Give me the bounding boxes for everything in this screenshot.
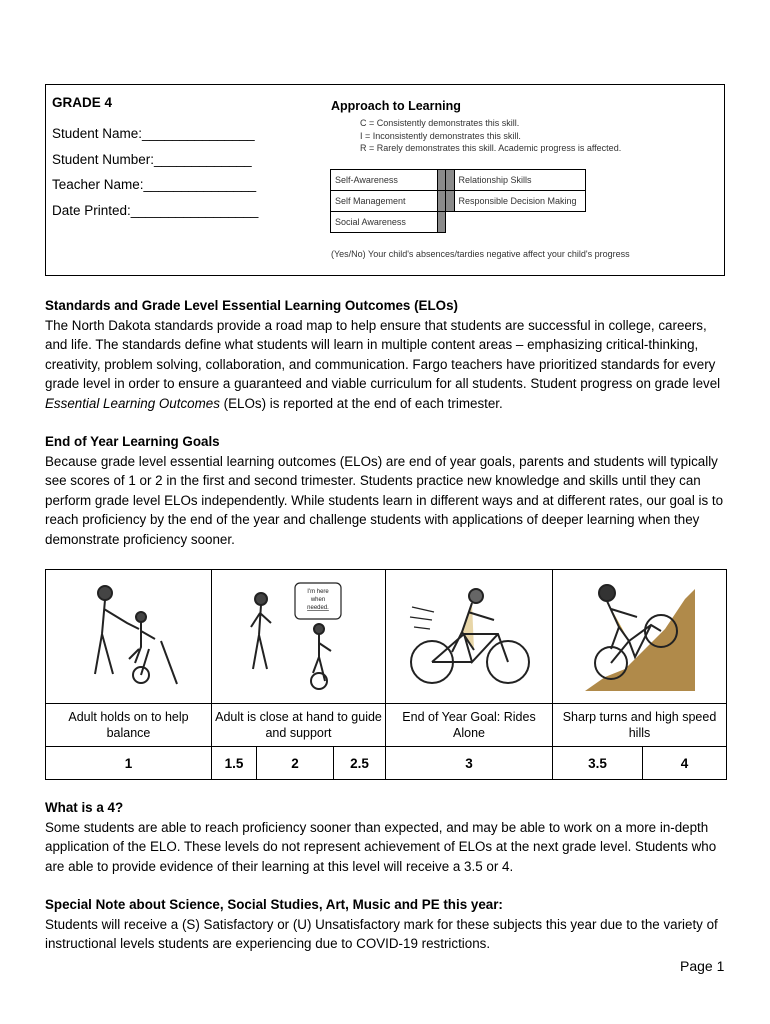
approach-to-learning — [331, 99, 631, 155]
stage-label: Adult holds on to help balance — [46, 704, 212, 747]
grade-label: GRADE 4 — [52, 95, 113, 110]
skill-mark-cell — [446, 191, 455, 212]
skill-mark-cell — [438, 191, 446, 212]
teacher-name-field: Teacher Name:_______________ — [52, 177, 257, 192]
stage-label: Adult is close at hand to guide and support — [212, 704, 386, 747]
skill-relationship: Relationship Skills — [454, 170, 585, 191]
mountain-biker-icon — [585, 579, 695, 694]
skill-social-awareness: Social Awareness — [331, 212, 438, 233]
what-is-4-text: Some students are able to reach proficiency sooner than expected, and may be able to work on a more in-depth application of the ELO. These levels do not represent achievement of ELOs at the next grade level. Students who are able to provide evidence of their learning at this level will receive a 3.5 or 4. — [45, 819, 717, 874]
score-cell: 2.5 — [334, 747, 386, 780]
speech-bubble-line: when — [310, 596, 325, 603]
illustration-cell — [212, 570, 386, 704]
special-note-heading: Special Note about Science, Social Studies, Art, Music and PE this year: — [45, 897, 503, 912]
score-cell: 1.5 — [212, 747, 257, 780]
progression-table — [45, 569, 727, 780]
standards-heading: Standards and Grade Level Essential Learning Outcomes (ELOs) — [45, 298, 458, 313]
goals-section — [45, 432, 730, 549]
cyclist-alone-icon — [404, 582, 534, 692]
skill-mark-cell — [438, 170, 446, 191]
illustration-cell — [553, 570, 727, 704]
stage-label: End of Year Goal: Rides Alone — [386, 704, 553, 747]
skill-self-management: Self Management — [331, 191, 438, 212]
score-cell: 2 — [257, 747, 334, 780]
what-is-4-section — [45, 798, 730, 876]
skill-responsible-decision: Responsible Decision Making — [454, 191, 585, 212]
adult-holding-bike-icon — [69, 579, 189, 694]
absence-note: (Yes/No) Your child's absences/tardies negative affect your child's progress — [331, 249, 630, 259]
score-cell: 3 — [386, 747, 553, 780]
skills-table — [330, 169, 586, 233]
skill-mark-cell — [438, 212, 446, 233]
date-printed-field: Date Printed:_________________ — [52, 202, 259, 218]
legend-item: I = Inconsistently demonstrates this skill. — [360, 130, 521, 141]
student-name-field: Student Name:_______________ — [52, 126, 255, 141]
score-cell: 4 — [643, 747, 727, 780]
standards-section — [45, 296, 730, 413]
score-cell: 3.5 — [553, 747, 643, 780]
page-number: Page 1 — [680, 958, 725, 974]
what-is-4-heading: What is a 4? — [45, 800, 124, 815]
goals-heading: End of Year Learning Goals — [45, 434, 220, 449]
student-number-field: Student Number:_____________ — [52, 151, 252, 167]
report-header-box — [45, 84, 725, 276]
special-note-text: Students will receive a (S) Satisfactory or (U) Unsatisfactory mark for these subjects this year due to the variety of instructional levels students are experiencing due to COVID-19 restrictions. — [45, 916, 718, 951]
standards-text: The North Dakota standards provide a road map to help ensure that students are successful in college, careers, and life. The standards define what students will learn in multiple content areas – emphasizing critical-thinking, creativity, problem solving, collaboration, and communication. Fargo teachers have prioritized standards for every grade level in order to ensure a guaranteed and viable curriculum for all students. Student progress on grade level Essential Learning Outcomes (ELOs) is reported at the end of each trimester. — [45, 317, 721, 411]
score-cell: 1 — [46, 747, 212, 780]
approach-legend — [331, 117, 631, 155]
skill-mark-cell — [446, 170, 455, 191]
illustration-cell — [46, 570, 212, 704]
legend-item: C = Consistently demonstrates this skill. — [360, 118, 520, 128]
illustration-cell — [386, 570, 553, 704]
approach-title: Approach to Learning — [331, 99, 461, 113]
adult-near-bike-icon — [229, 577, 369, 697]
legend-item: R = Rarely demonstrates this skill. Academic progress is affected. — [360, 143, 622, 153]
speech-bubble-line: needed. — [306, 604, 329, 611]
student-info — [52, 95, 258, 228]
special-note-section — [45, 895, 730, 954]
stage-label: Sharp turns and high speed hills — [553, 704, 727, 747]
goals-text: Because grade level essential learning outcomes (ELOs) are end of year goals, parents and students will typically see scores of 1 or 2 in the first and second trimester. Students practice new knowledge and skills until they can perform grade level ELOs independently. While students learn in different ways and at different rates, our goal is to reach proficiency by the end of the year and challenge students with applications of deeper learning when they demonstrate proficiency sooner. — [45, 453, 724, 547]
skill-self-awareness: Self-Awareness — [331, 170, 438, 191]
speech-bubble-line: I'm here — [306, 588, 329, 595]
